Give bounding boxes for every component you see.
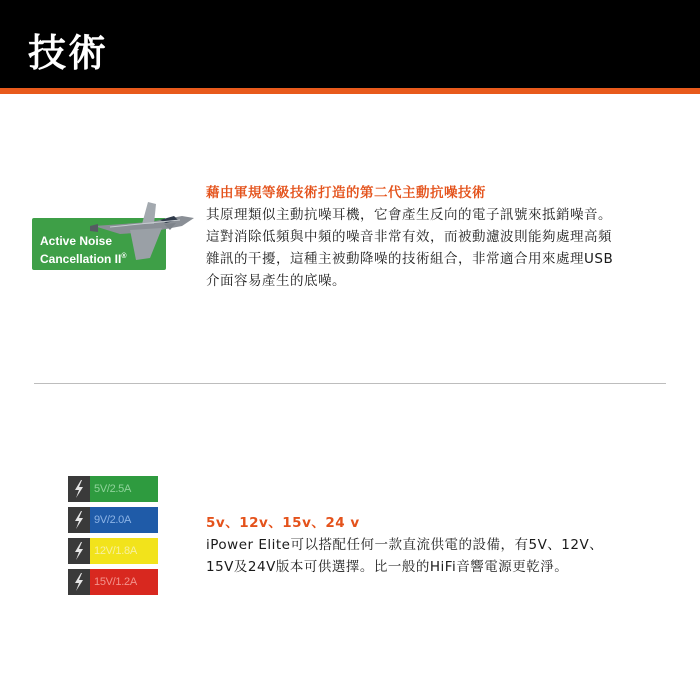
voltage-label: 12V/1.8A xyxy=(90,538,158,564)
anc-heading: 藉由軍規等級技術打造的第二代主動抗噪技術 xyxy=(206,185,486,201)
lightning-bolt-icon xyxy=(68,476,90,502)
voltage-label: 5V/2.5A xyxy=(90,476,158,502)
voltage-badge xyxy=(68,476,158,502)
lightning-bolt-icon xyxy=(68,569,90,595)
fighter-jet-icon xyxy=(90,196,200,266)
anc-body-line: 雜訊的干擾，這種主被動降噪的技術組合，非常適合用來處理USB xyxy=(206,251,614,267)
anc-badge-line1: Active Noise xyxy=(40,234,113,248)
anc-body-line: 其原理類似主動抗噪耳機，它會產生反向的電子訊號來抵銷噪音。 xyxy=(206,207,612,223)
header-accent-stripe xyxy=(0,88,700,94)
lightning-bolt-icon xyxy=(68,507,90,533)
voltage-badge xyxy=(68,538,158,564)
voltage-body-line: iPower Elite可以搭配任何一款直流供電的設備，有5V、12V、 xyxy=(206,537,604,553)
header-bar xyxy=(0,0,700,88)
voltage-badge xyxy=(68,569,158,595)
anc-body-line: 介面容易產生的底噪。 xyxy=(206,273,346,289)
section-divider xyxy=(34,383,666,384)
registered-mark: ® xyxy=(121,253,127,260)
voltage-badge xyxy=(68,507,158,533)
voltage-label: 15V/1.2A xyxy=(90,569,158,595)
anc-description xyxy=(206,182,686,292)
voltage-badge-list xyxy=(68,476,158,600)
lightning-bolt-icon xyxy=(68,538,90,564)
anc-badge-line2: Cancellation II® xyxy=(40,252,127,266)
voltage-label: 9V/2.0A xyxy=(90,507,158,533)
voltage-description xyxy=(206,512,676,578)
voltage-body-line: 15V及24V版本可供選擇。比一般的HiFi音響電源更乾淨。 xyxy=(206,559,569,575)
anc-body-line: 這對消除低頻與中頻的噪音非常有效，而被動濾波則能夠處理高頻 xyxy=(206,229,612,245)
page-title: 技術 xyxy=(28,31,109,75)
voltage-heading: 5v、12v、15v、24 v xyxy=(206,515,360,531)
